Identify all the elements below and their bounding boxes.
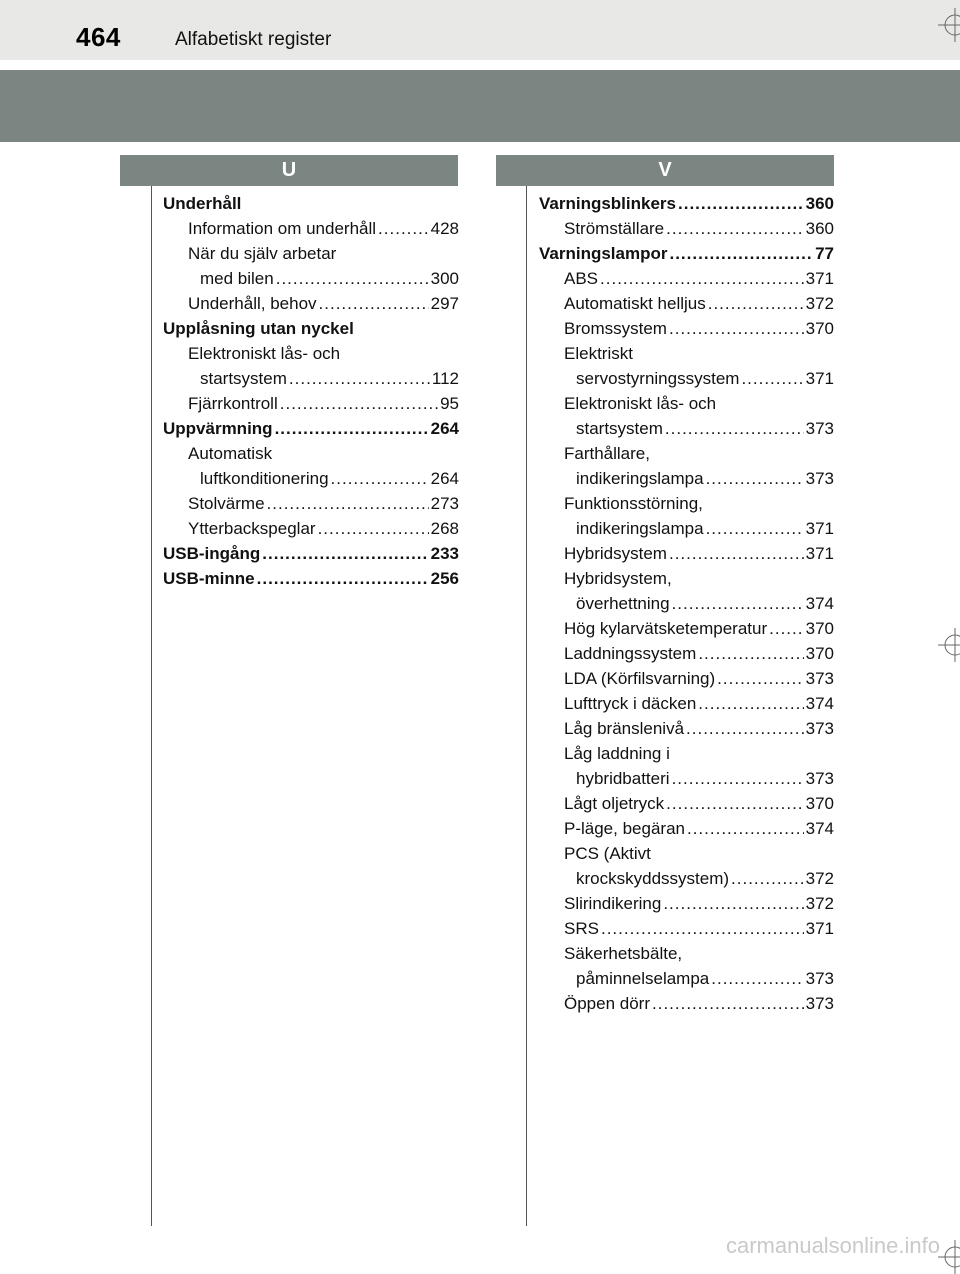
entry-page: 370 bbox=[805, 319, 834, 338]
entry-page: 256 bbox=[430, 569, 459, 588]
entry-page: 370 bbox=[805, 794, 834, 813]
entry-text: När du själv arbetar bbox=[188, 244, 337, 263]
entry-text: SRS bbox=[564, 919, 599, 938]
index-entry bbox=[163, 466, 459, 491]
index-entry bbox=[539, 916, 834, 941]
registration-mark-icon bbox=[938, 1240, 960, 1274]
entry-text: Automatisk bbox=[188, 444, 273, 463]
entry-text: Hybridsystem, bbox=[564, 569, 672, 588]
entry-text: överhettning bbox=[576, 594, 670, 613]
entry-text: Lågt oljetryck bbox=[564, 794, 665, 813]
entry-page: 372 bbox=[805, 869, 834, 888]
entry-text: P-läge, begäran bbox=[564, 819, 685, 838]
leader-dots bbox=[669, 541, 804, 566]
entry-page: 373 bbox=[805, 419, 834, 438]
index-entry bbox=[539, 841, 834, 866]
leader-dots bbox=[318, 516, 429, 541]
index-entry bbox=[163, 291, 459, 316]
entry-text: Låg bränslenivå bbox=[564, 719, 685, 738]
entry-text: med bilen bbox=[200, 269, 274, 288]
index-entry bbox=[163, 516, 459, 541]
entry-page: 374 bbox=[805, 819, 834, 838]
index-entry bbox=[539, 341, 834, 366]
index-entry bbox=[539, 266, 834, 291]
index-entry bbox=[163, 316, 459, 341]
entry-page: 273 bbox=[430, 494, 459, 513]
leader-dots bbox=[769, 616, 803, 641]
leader-dots bbox=[289, 366, 430, 391]
entry-page: 373 bbox=[805, 719, 834, 738]
index-entry bbox=[539, 641, 834, 666]
index-entry bbox=[163, 191, 459, 216]
entry-page: 373 bbox=[805, 669, 834, 688]
index-entry bbox=[163, 216, 459, 241]
leader-dots bbox=[663, 891, 803, 916]
entry-page: 370 bbox=[805, 644, 834, 663]
leader-dots bbox=[711, 966, 803, 991]
index-entry bbox=[163, 566, 459, 591]
leader-dots bbox=[708, 291, 804, 316]
entry-text: påminnelselampa bbox=[576, 969, 710, 988]
section-header-u: U bbox=[120, 155, 458, 186]
entry-text: Elektroniskt lås- och bbox=[188, 344, 341, 363]
leader-dots bbox=[698, 691, 803, 716]
entry-page: 371 bbox=[805, 519, 834, 538]
entry-text: Stolvärme bbox=[188, 494, 265, 513]
entry-page: 371 bbox=[805, 269, 834, 288]
leader-dots bbox=[267, 491, 429, 516]
entry-text: Låg laddning i bbox=[564, 744, 670, 763]
index-entry bbox=[539, 366, 834, 391]
index-entry bbox=[539, 316, 834, 341]
entry-text: Laddningssystem bbox=[564, 644, 697, 663]
index-entry bbox=[163, 241, 459, 266]
entry-text: Säkerhetsbälte, bbox=[564, 944, 683, 963]
entry-text: Varningslampor bbox=[539, 244, 668, 263]
entry-page: 112 bbox=[431, 369, 459, 388]
entry-text: Elektriskt bbox=[564, 344, 633, 363]
entry-text: Information om underhåll bbox=[188, 219, 377, 238]
entry-text: LDA (Körfilsvarning) bbox=[564, 669, 716, 688]
leader-dots bbox=[262, 541, 428, 566]
entry-page: 372 bbox=[805, 294, 834, 313]
entry-page: 373 bbox=[805, 469, 834, 488]
index-entry bbox=[163, 366, 459, 391]
entry-text: USB-ingång bbox=[163, 544, 261, 563]
leader-dots bbox=[669, 241, 813, 266]
index-entry bbox=[539, 941, 834, 966]
entry-text: Hybridsystem bbox=[564, 544, 667, 563]
entry-text: servostyrningssystem bbox=[576, 369, 740, 388]
leader-dots bbox=[666, 791, 803, 816]
entry-text: PCS (Aktivt bbox=[564, 844, 651, 863]
entry-text: startsystem bbox=[576, 419, 663, 438]
index-entry bbox=[163, 416, 459, 441]
leader-dots bbox=[686, 716, 804, 741]
leader-dots bbox=[669, 316, 804, 341]
index-entry bbox=[539, 741, 834, 766]
entry-page: 428 bbox=[430, 219, 459, 238]
index-entry bbox=[163, 341, 459, 366]
index-entry bbox=[163, 491, 459, 516]
index-entry bbox=[539, 491, 834, 516]
entry-text: Elektroniskt lås- och bbox=[564, 394, 717, 413]
leader-dots bbox=[601, 916, 804, 941]
entry-page: 264 bbox=[430, 469, 459, 488]
entry-page: 370 bbox=[805, 619, 834, 638]
leader-dots bbox=[698, 641, 803, 666]
index-entry bbox=[539, 441, 834, 466]
index-entry bbox=[539, 241, 834, 266]
index-entry bbox=[539, 766, 834, 791]
index-entry bbox=[539, 191, 834, 216]
entry-text: Hög kylarvätsketemperatur bbox=[564, 619, 768, 638]
entry-page: 360 bbox=[805, 194, 834, 213]
entry-page: 233 bbox=[430, 544, 459, 563]
leader-dots bbox=[280, 391, 438, 416]
entry-text: krockskyddssystem) bbox=[576, 869, 730, 888]
registration-mark-icon bbox=[938, 628, 960, 662]
index-entry bbox=[539, 866, 834, 891]
index-entry bbox=[539, 516, 834, 541]
entry-text: Underhåll, behov bbox=[188, 294, 317, 313]
leader-dots bbox=[706, 466, 804, 491]
entry-text: indikeringslampa bbox=[576, 519, 704, 538]
index-entry bbox=[539, 566, 834, 591]
column-divider bbox=[526, 186, 527, 1226]
entry-page: 371 bbox=[805, 919, 834, 938]
leader-dots bbox=[276, 266, 429, 291]
entry-text: Öppen dörr bbox=[564, 994, 650, 1013]
index-entry bbox=[539, 791, 834, 816]
index-entry bbox=[539, 891, 834, 916]
entry-page: 264 bbox=[430, 419, 459, 438]
leader-dots bbox=[666, 216, 803, 241]
entry-page: 360 bbox=[805, 219, 834, 238]
top-bar bbox=[0, 0, 960, 60]
leader-dots bbox=[741, 366, 803, 391]
index-entry bbox=[539, 991, 834, 1016]
index-entry bbox=[539, 591, 834, 616]
leader-dots bbox=[275, 416, 429, 441]
entry-text: Ytterbackspeglar bbox=[188, 519, 316, 538]
leader-dots bbox=[652, 991, 804, 1016]
entry-page: 374 bbox=[805, 694, 834, 713]
leader-dots bbox=[731, 866, 804, 891]
registration-mark-icon bbox=[938, 8, 960, 42]
index-entry bbox=[163, 541, 459, 566]
entry-text: Underhåll bbox=[163, 194, 242, 213]
entry-text: Bromssystem bbox=[564, 319, 667, 338]
leader-dots bbox=[672, 591, 804, 616]
entry-page: 77 bbox=[815, 244, 834, 263]
index-entry bbox=[539, 616, 834, 641]
entry-text: USB-minne bbox=[163, 569, 255, 588]
entry-text: indikeringslampa bbox=[576, 469, 704, 488]
leader-dots bbox=[672, 766, 804, 791]
entry-text: hybridbatteri bbox=[576, 769, 670, 788]
index-entry bbox=[539, 466, 834, 491]
section-header-v: V bbox=[496, 155, 834, 186]
entry-text: Varningsblinkers bbox=[539, 194, 676, 213]
index-entry bbox=[539, 391, 834, 416]
index-entry bbox=[163, 266, 459, 291]
entry-text: Lufttryck i däcken bbox=[564, 694, 697, 713]
entry-text: Funktionsstörning, bbox=[564, 494, 703, 513]
index-column-u bbox=[163, 191, 459, 591]
page-title: Alfabetiskt register bbox=[175, 29, 332, 50]
entry-page: 373 bbox=[805, 969, 834, 988]
entry-text: startsystem bbox=[200, 369, 287, 388]
index-entry bbox=[539, 816, 834, 841]
entry-text: luftkonditionering bbox=[200, 469, 329, 488]
leader-dots bbox=[665, 416, 804, 441]
leader-dots bbox=[257, 566, 429, 591]
leader-dots bbox=[687, 816, 804, 841]
leader-dots bbox=[600, 266, 804, 291]
index-entry bbox=[539, 716, 834, 741]
entry-page: 372 bbox=[805, 894, 834, 913]
entry-page: 300 bbox=[430, 269, 459, 288]
column-divider bbox=[151, 186, 152, 1226]
leader-dots bbox=[331, 466, 429, 491]
entry-page: 371 bbox=[805, 544, 834, 563]
index-entry bbox=[539, 966, 834, 991]
index-entry bbox=[539, 666, 834, 691]
entry-page: 373 bbox=[805, 769, 834, 788]
entry-page: 371 bbox=[805, 369, 834, 388]
watermark: carmanualsonline.info bbox=[725, 1233, 940, 1258]
entry-text: Upplåsning utan nyckel bbox=[163, 319, 354, 338]
entry-page: 297 bbox=[430, 294, 459, 313]
entry-text: ABS bbox=[564, 269, 599, 288]
leader-dots bbox=[706, 516, 804, 541]
index-entry bbox=[539, 541, 834, 566]
entry-page: 95 bbox=[440, 394, 459, 413]
leader-dots bbox=[319, 291, 429, 316]
index-entry bbox=[539, 416, 834, 441]
index-entry bbox=[163, 391, 459, 416]
index-column-v bbox=[539, 191, 834, 1016]
entry-text: Automatiskt helljus bbox=[564, 294, 706, 313]
index-entry bbox=[539, 216, 834, 241]
leader-dots bbox=[717, 666, 803, 691]
page-number: 464 bbox=[76, 22, 121, 52]
entry-text: Strömställare bbox=[564, 219, 665, 238]
entry-page: 268 bbox=[430, 519, 459, 538]
entry-page: 373 bbox=[805, 994, 834, 1013]
entry-text: Uppvärmning bbox=[163, 419, 273, 438]
entry-text: Farthållare, bbox=[564, 444, 650, 463]
header-band bbox=[0, 70, 960, 142]
entry-text: Fjärrkontroll bbox=[188, 394, 278, 413]
index-entry bbox=[539, 291, 834, 316]
leader-dots bbox=[378, 216, 429, 241]
leader-dots bbox=[678, 191, 804, 216]
entry-text: Slirindikering bbox=[564, 894, 662, 913]
index-entry bbox=[163, 441, 459, 466]
index-entry bbox=[539, 691, 834, 716]
entry-page: 374 bbox=[805, 594, 834, 613]
